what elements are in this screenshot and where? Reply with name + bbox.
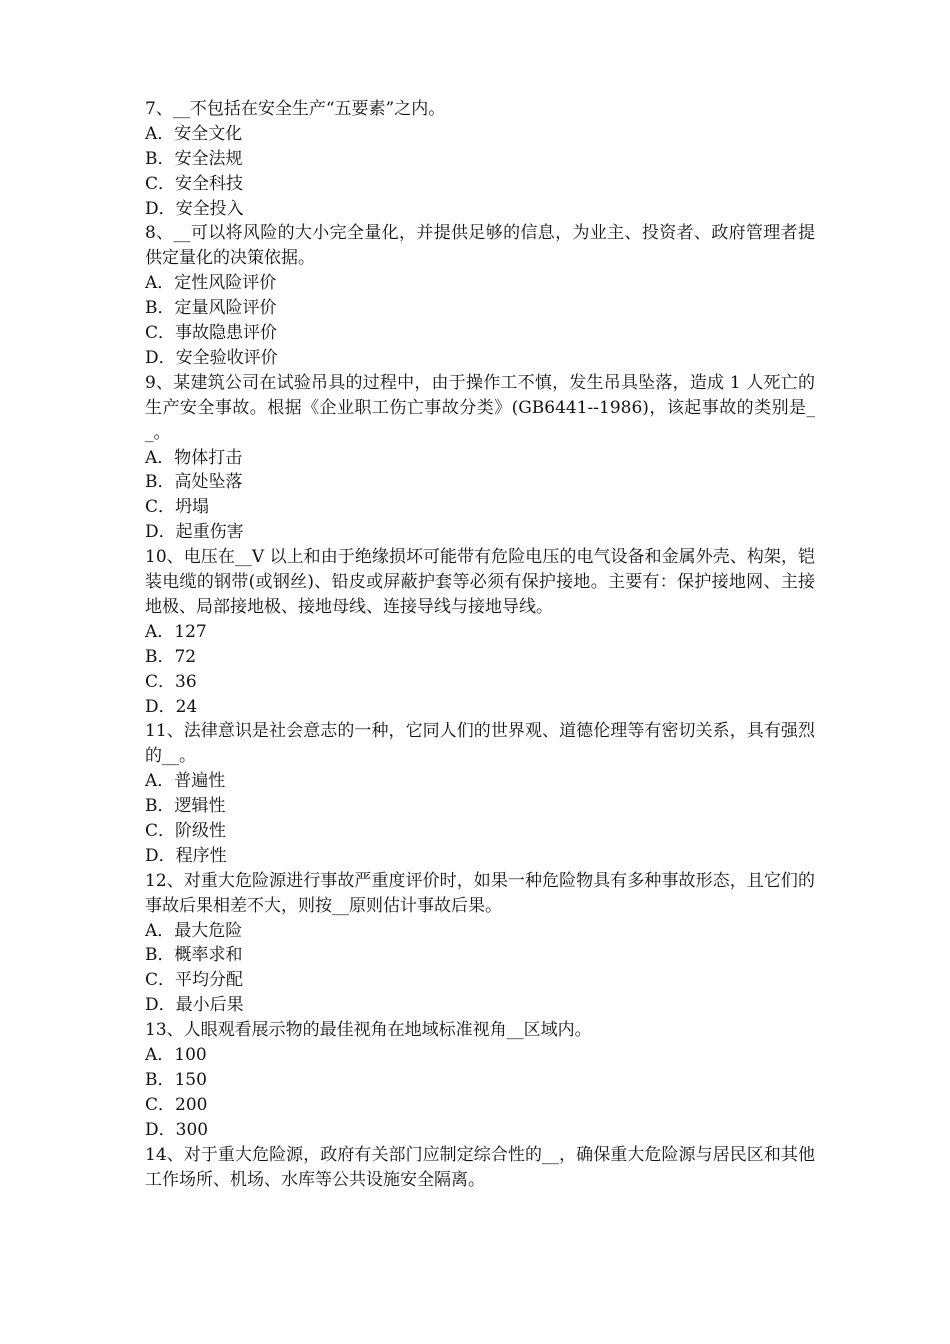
option-c: C．坍塌 bbox=[145, 497, 210, 518]
option-b: B．逻辑性 bbox=[145, 796, 226, 817]
option-a: A．物体打击 bbox=[145, 447, 243, 468]
option-d: D．安全投入 bbox=[145, 198, 244, 219]
option-d: D．300 bbox=[145, 1119, 209, 1140]
option-c: C．阶级性 bbox=[145, 821, 227, 841]
option-d: D．安全验收评价 bbox=[145, 347, 278, 368]
option-a: A．安全文化 bbox=[145, 123, 243, 144]
option-b: B．72 bbox=[145, 646, 197, 667]
question-text: 11、法律意识是社会意志的一种，它同人们的世界观、道德伦理等有密切关系，具有强烈的__。 bbox=[145, 721, 815, 767]
option-d: D．程序性 bbox=[145, 845, 227, 866]
option-a: A．普遍性 bbox=[145, 771, 226, 792]
option-b: B．概率求和 bbox=[145, 945, 243, 966]
option-a: A．127 bbox=[145, 621, 207, 642]
option-c: C．平均分配 bbox=[145, 970, 244, 991]
question-text: 10、电压在__V 以上和由于绝缘损坏可能带有危险电压的电气设备和金属外壳、构架，铠装电缆的钢带(或钢丝)、铅皮或屏蔽护套等必须有保护接地。主要有：保护接地网、主接地极、局部接地极、接地母线、连接导线与接地导线。 bbox=[145, 547, 815, 617]
question-13 bbox=[145, 1018, 815, 1142]
option-d: D．起重伤害 bbox=[145, 522, 244, 543]
option-b: B．150 bbox=[145, 1069, 207, 1090]
option-c: C．安全科技 bbox=[145, 173, 244, 194]
question-12 bbox=[145, 869, 815, 1018]
option-d: D．24 bbox=[145, 696, 198, 717]
option-a: A．最大危险 bbox=[145, 920, 243, 941]
question-8 bbox=[145, 221, 815, 370]
option-a: A．100 bbox=[145, 1045, 207, 1066]
question-7 bbox=[145, 97, 815, 221]
question-list bbox=[145, 97, 815, 1192]
question-text: 8、__可以将风险的大小完全量化，并提供足够的信息，为业主、投资者、政府管理者提供定量化的决策依据。 bbox=[145, 223, 815, 269]
question-11 bbox=[145, 719, 815, 868]
question-text: 13、人眼观看展示物的最佳视角在地域标准视角__区域内。 bbox=[145, 1020, 592, 1041]
option-b: B．安全法规 bbox=[145, 148, 243, 169]
option-c: C．36 bbox=[145, 671, 197, 692]
option-d: D．最小后果 bbox=[145, 995, 244, 1016]
question-text: 9、某建筑公司在试验吊具的过程中，由于操作工不慎，发生吊具坠落，造成 1 人死亡的生产安全事故。根据《企业职工伤亡事故分类》(GB6441--1986)，该起事故的类别是__。 bbox=[145, 372, 815, 443]
option-c: C．200 bbox=[145, 1094, 208, 1115]
question-text: 14、对于重大危险源，政府有关部门应制定综合性的__，确保重大危险源与居民区和其他工作场所、机场、水库等公共设施安全隔离。 bbox=[145, 1144, 815, 1190]
option-b: B．高处坠落 bbox=[145, 472, 243, 493]
question-text: 12、对重大危险源进行事故严重度评价时，如果一种危险物具有多种事故形态，且它们的事故后果相差不大，则按__原则估计事故后果。 bbox=[145, 870, 815, 916]
option-c: C．事故隐患评价 bbox=[145, 323, 278, 344]
question-10 bbox=[145, 545, 815, 719]
option-a: A．定性风险评价 bbox=[145, 273, 277, 294]
question-14 bbox=[145, 1143, 815, 1193]
question-text: 7、__不包括在安全生产“五要素”之内。 bbox=[145, 99, 446, 119]
option-b: B．定量风险评价 bbox=[145, 298, 277, 319]
question-9 bbox=[145, 371, 815, 545]
